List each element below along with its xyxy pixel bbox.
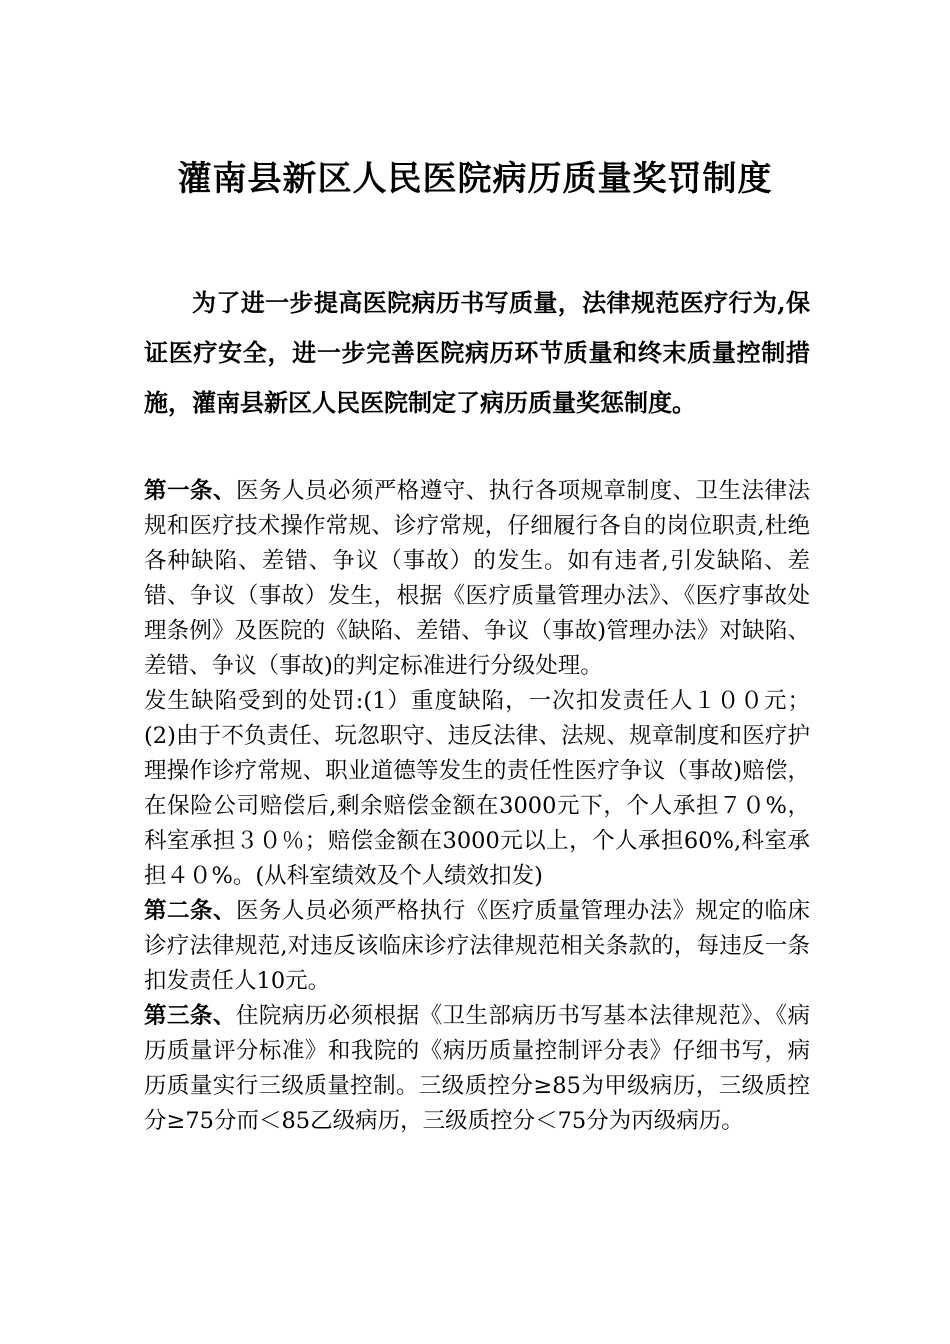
article-1-heading: 第一条、 bbox=[144, 478, 236, 504]
document-body bbox=[144, 474, 810, 1139]
penalty-paragraph: 发生缺陷受到的处罚:(1）重度缺陷，一次扣发责任人１００元；(2)由于不负责任、玩忽职守、违反法律、法规、规章制度和医疗护理操作诊疗常规、职业道德等发生的责任性医疗争议（事故)赔偿，在保险公司赔偿后,剩余赔偿金额在3000元下，个人承担７０%，科室承担３０％；赔偿金额在3000元以上，个人承担60%,科室承担４０%。(从科室绩效及个人绩效扣发) bbox=[144, 688, 810, 889]
document-title: 灌南县新区人民医院病历质量奖罚制度 bbox=[177, 159, 773, 199]
article-3 bbox=[144, 999, 810, 1139]
article-2-text: 医务人员必须严格执行《医疗质量管理办法》规定的临床诊疗法律规范,对违反该临床诊疗法律规范相关条款的，每违反一条扣发责任人10元。 bbox=[144, 898, 810, 994]
article-1-text: 医务人员必须严格遵守、执行各项规章制度、卫生法律法规和医疗技术操作常规、诊疗常规，仔细履行各自的岗位职责,杜绝各种缺陷、差错、争议（事故）的发生。如有违者,引发缺陷、差错、争议（事故）发生，根据《医疗质量管理办法》、《医疗事故处理条例》及医院的《缺陷、差错、争议（事故)管理办法》对缺陷、差错、争议（事故)的判定标准进行分级处理。 bbox=[144, 478, 810, 679]
article-1 bbox=[144, 474, 810, 684]
article-2 bbox=[144, 894, 810, 999]
article-3-heading: 第三条、 bbox=[144, 1003, 236, 1029]
article-2-heading: 第二条、 bbox=[144, 898, 236, 924]
article-3-text: 住院病历必须根据《卫生部病历书写基本法律规范》、《病历质量评分标准》和我院的《病历质量控制评分表》仔细书写，病历质量实行三级质量控制。三级质控分≥85为甲级病历，三级质控分≥75分而＜85乙级病历，三级质控分＜75分为丙级病历。 bbox=[144, 1003, 810, 1134]
intro-paragraph: 为了进一步提高医院病历书写质量，法律规范医疗行为,保证医疗安全，进一步完善医院病历环节质量和终末质量控制措施，灌南县新区人民医院制定了病历质量奖惩制度。 bbox=[144, 288, 810, 417]
